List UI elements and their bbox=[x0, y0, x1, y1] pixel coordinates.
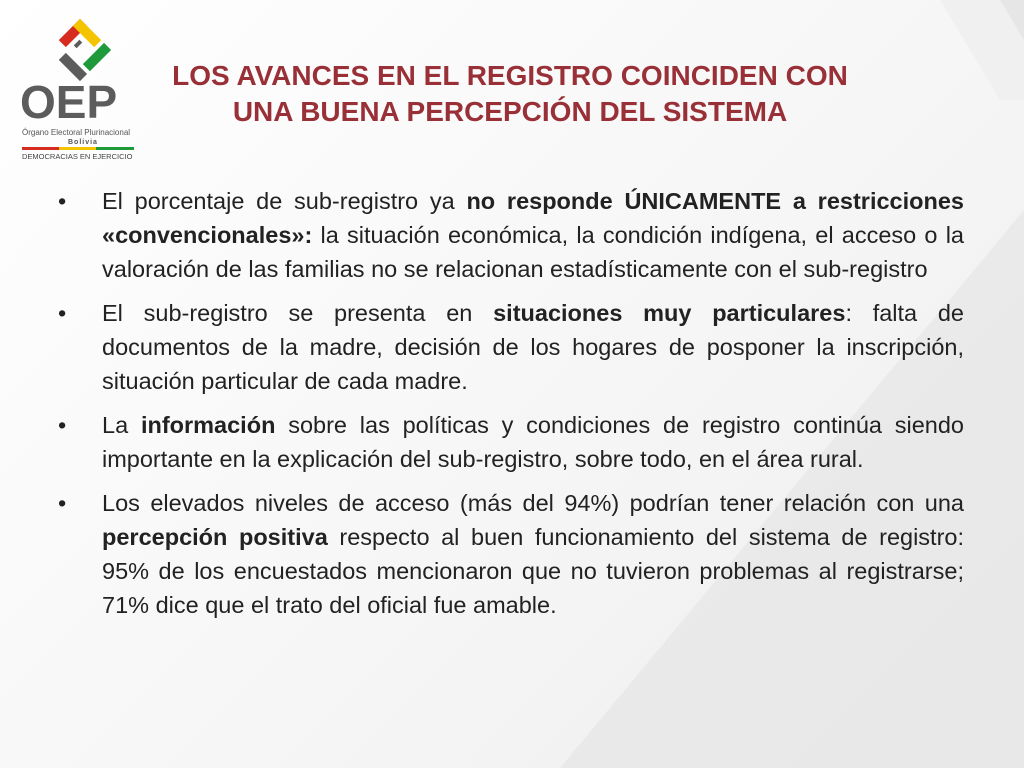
oep-emblem-icon bbox=[18, 18, 148, 126]
flag-stripe bbox=[22, 147, 134, 150]
bullet-segment: El sub-registro se presenta en bbox=[102, 300, 494, 326]
bullet-item bbox=[58, 296, 964, 398]
oep-logo bbox=[18, 18, 148, 168]
bullet-list bbox=[58, 184, 964, 632]
bullet-segment: : falta de documentos de la madre, decisión de los hogares de posponer la inscripción, situación particular de cada madre. bbox=[102, 300, 965, 394]
bullet-emphasis: no responde ÚNICAMENTE a restricciones «convencionales»: bbox=[102, 188, 964, 248]
svg-text:OEP: OEP bbox=[20, 76, 118, 126]
bullet-emphasis: percepción positiva bbox=[102, 524, 328, 550]
bullet-segment: respecto al buen funcionamiento del sistema de registro: 95% de los encuestados mencionaron que no tuvieron problemas al registrarse; 71% dice que el trato del oficial fue amable. bbox=[102, 524, 965, 618]
bullet-item bbox=[58, 184, 964, 286]
bullet-segment: sobre las políticas y condiciones de registro continúa siendo importante en la explicación del sub-registro, sobre todo, en el área rural. bbox=[102, 412, 964, 472]
bullet-item bbox=[58, 486, 964, 622]
bullet-emphasis: situaciones muy particulares bbox=[493, 300, 846, 326]
logo-country: Bolivia bbox=[68, 139, 98, 146]
bullet-emphasis: información bbox=[140, 412, 276, 438]
bullet-dot-icon: • bbox=[58, 412, 67, 438]
bullet-dot-icon: • bbox=[58, 300, 67, 326]
bullet-segment: la situación económica, la condición indígena, el acceso o la valoración de las familias no se relacionan estadísticamente con el sub-registro bbox=[102, 222, 964, 282]
bullet-dot-icon: • bbox=[58, 188, 67, 214]
title-line-1: LOS AVANCES EN EL REGISTRO COINCIDEN CON bbox=[172, 60, 848, 91]
bullet-segment: Los elevados niveles de acceso (más del 94%) podrían tener relación con una bbox=[102, 490, 964, 516]
logo-motto: DEMOCRACIAS EN EJERCICIO bbox=[22, 152, 133, 161]
title-line-2: UNA BUENA PERCEPCIÓN DEL SISTEMA bbox=[232, 96, 788, 127]
bullet-segment: El porcentaje de sub-registro ya bbox=[102, 188, 467, 214]
bullet-text bbox=[102, 412, 964, 472]
slide-title bbox=[150, 58, 870, 130]
bullet-dot-icon: • bbox=[58, 490, 67, 516]
bullet-text bbox=[102, 490, 964, 618]
bullet-text bbox=[102, 188, 964, 282]
bullet-segment: La bbox=[102, 412, 141, 438]
bullet-item bbox=[58, 408, 964, 476]
bullet-text bbox=[102, 300, 964, 394]
logo-subtitle: Órgano Electoral Plurinacional bbox=[22, 128, 131, 137]
